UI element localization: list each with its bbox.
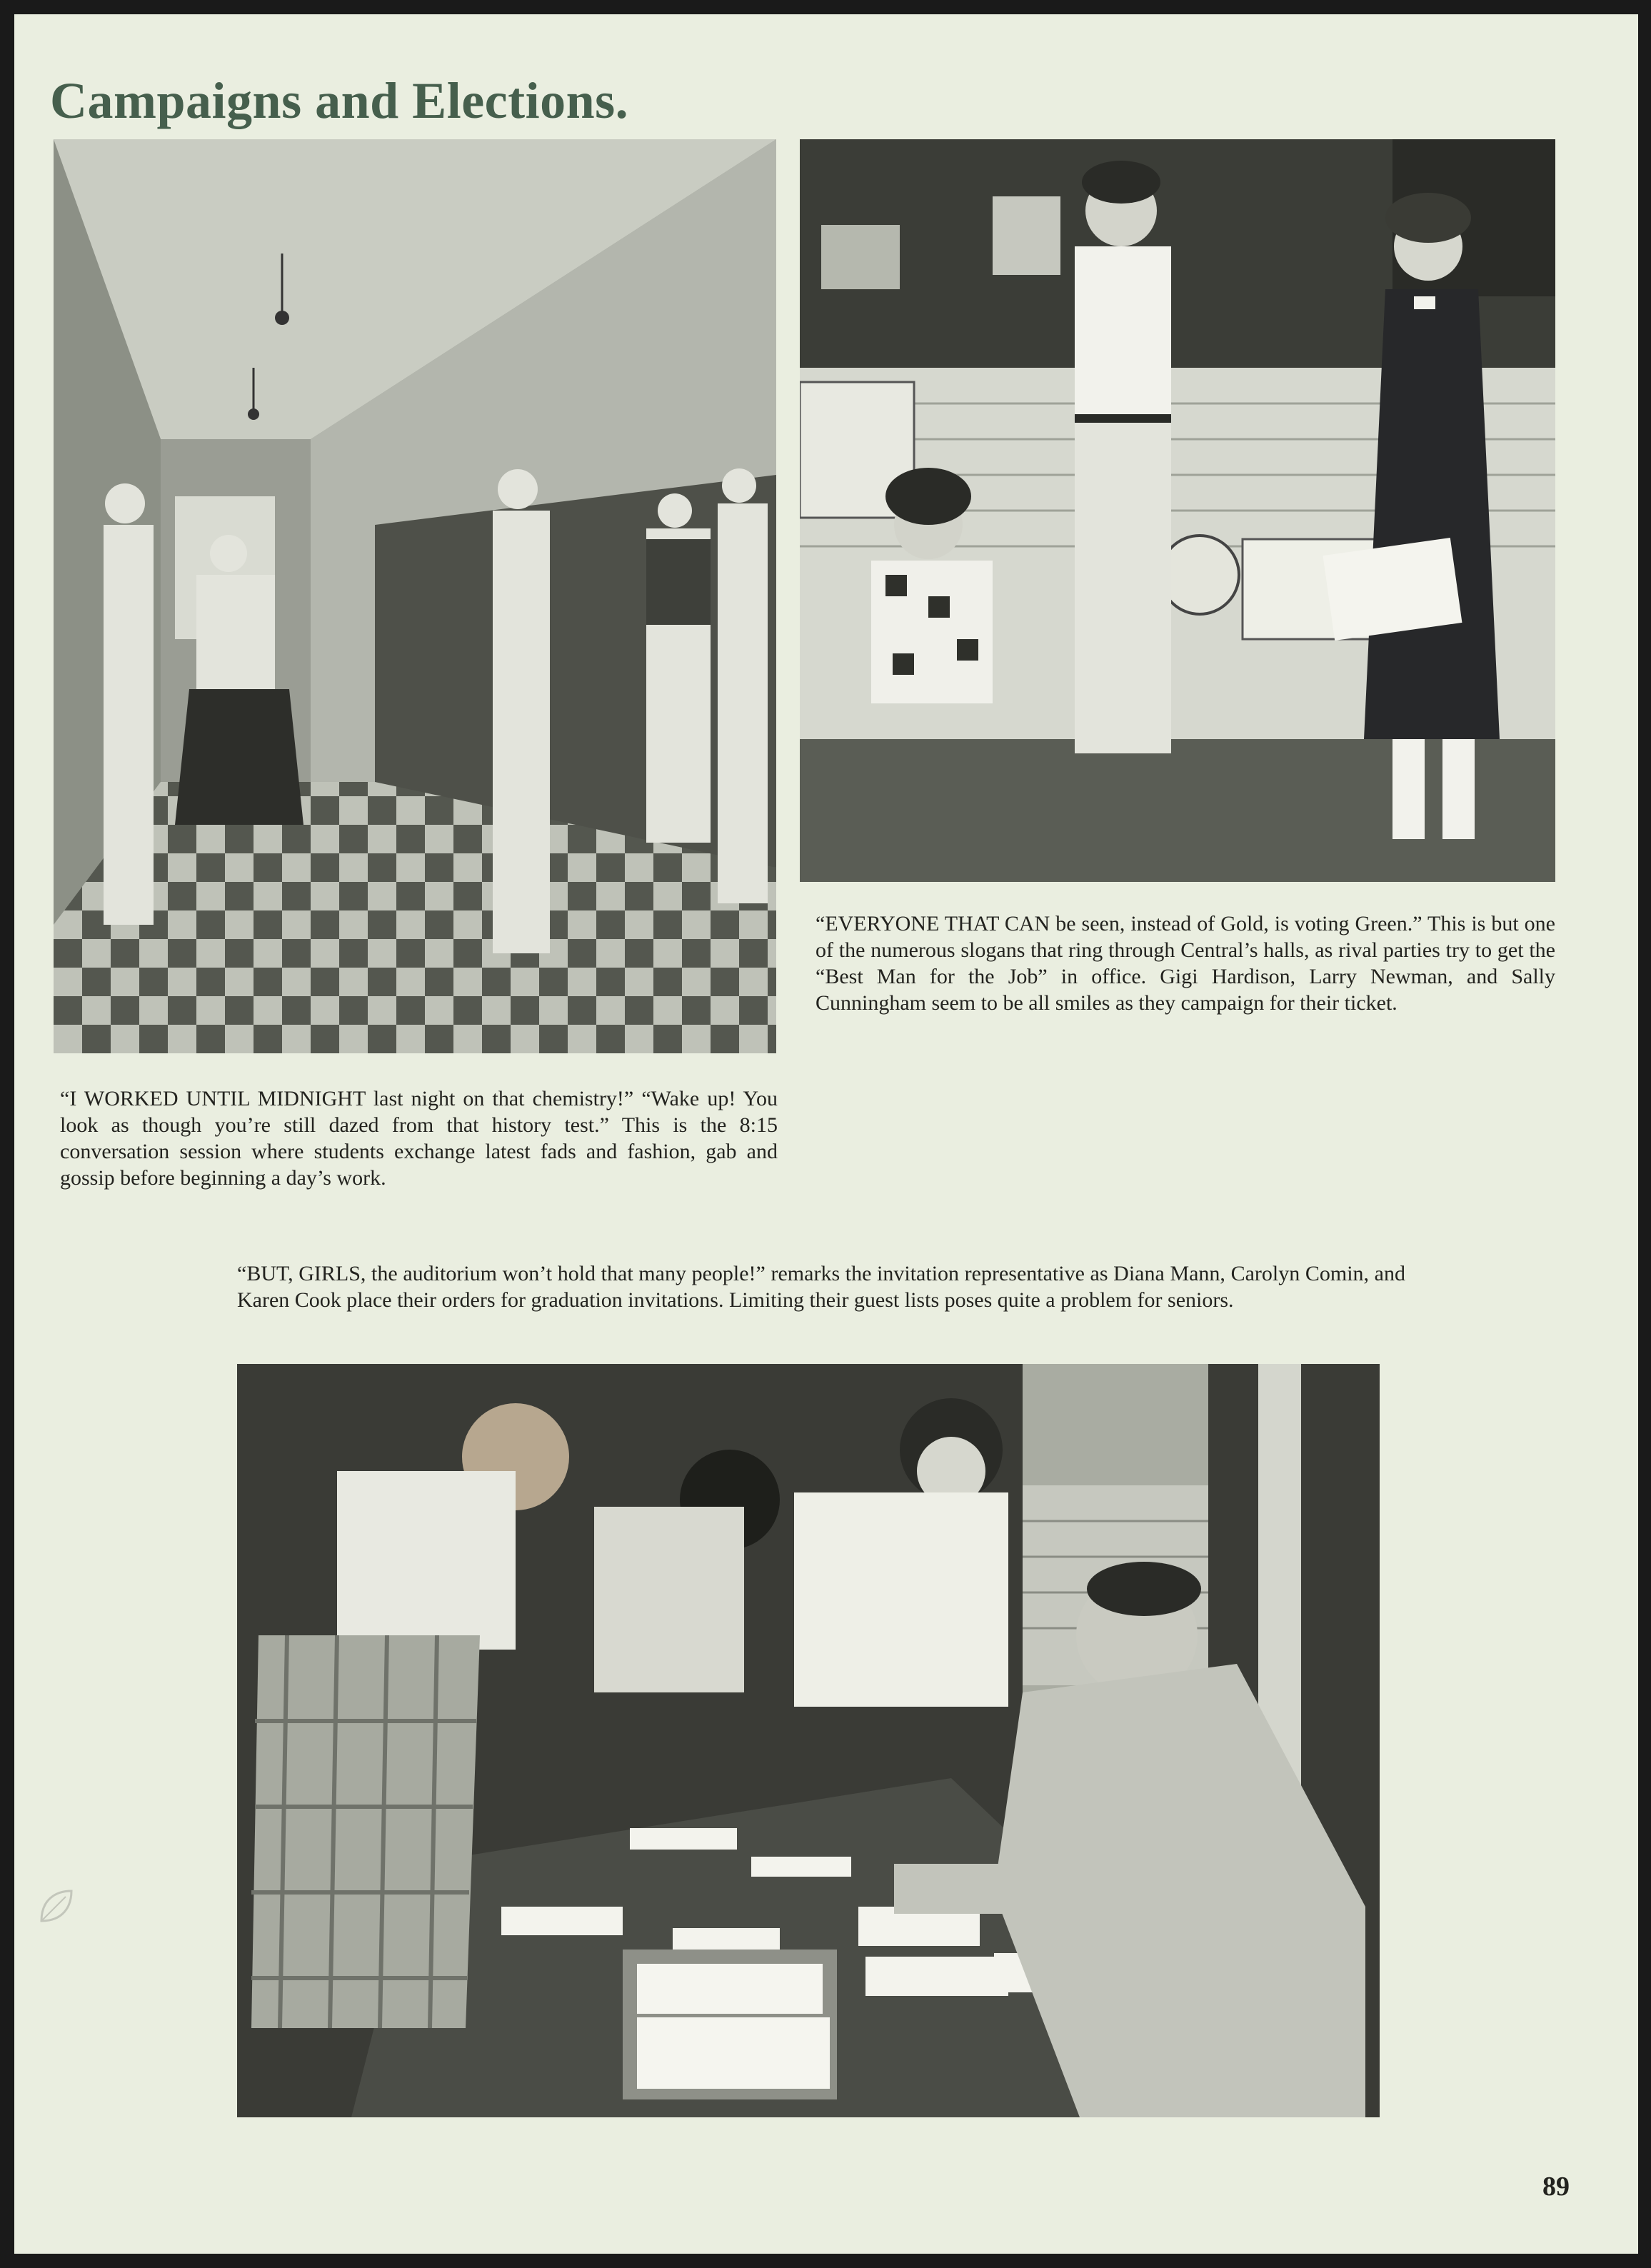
page-title: Campaigns and Elections. [50, 72, 629, 129]
invitation-order-photo [237, 1364, 1380, 2117]
hallway-caption: “I WORKED UNTIL MIDNIGHT last night on that chemistry!” “Wake up! You look as though you’re still dazed from that history test.” This is the 8:15 conversation session where students exchange latest fads and fashion, gab and gossip before beginning a day’s work. [60, 1087, 778, 1190]
campaign-poster-photo [800, 139, 1555, 882]
page-number: 89 [1542, 2172, 1570, 2202]
campaign-caption: “EVERYONE THAT CAN be seen, instead of Gold, is voting Green.” This is but one of the numerous slogans that ring through Central’s halls, as rival parties try to get the “Best Man for the Job” in office. Gigi Hardison, Larry Newman, and Sally Cunningham seem to be all smiles as they campaign for their ticket. [816, 912, 1555, 1015]
leaf-icon [34, 1885, 77, 1928]
invitations-caption: “BUT, GIRLS, the auditorium won’t hold that many people!” remarks the invitation representative as Diana Mann, Carolyn Comin, and Karen Cook place their orders for graduation invitations. Limiting their guest lists poses quite a problem for seniors. [237, 1262, 1405, 1312]
hallway-photo [54, 139, 776, 1053]
yearbook-page [14, 14, 1638, 2254]
